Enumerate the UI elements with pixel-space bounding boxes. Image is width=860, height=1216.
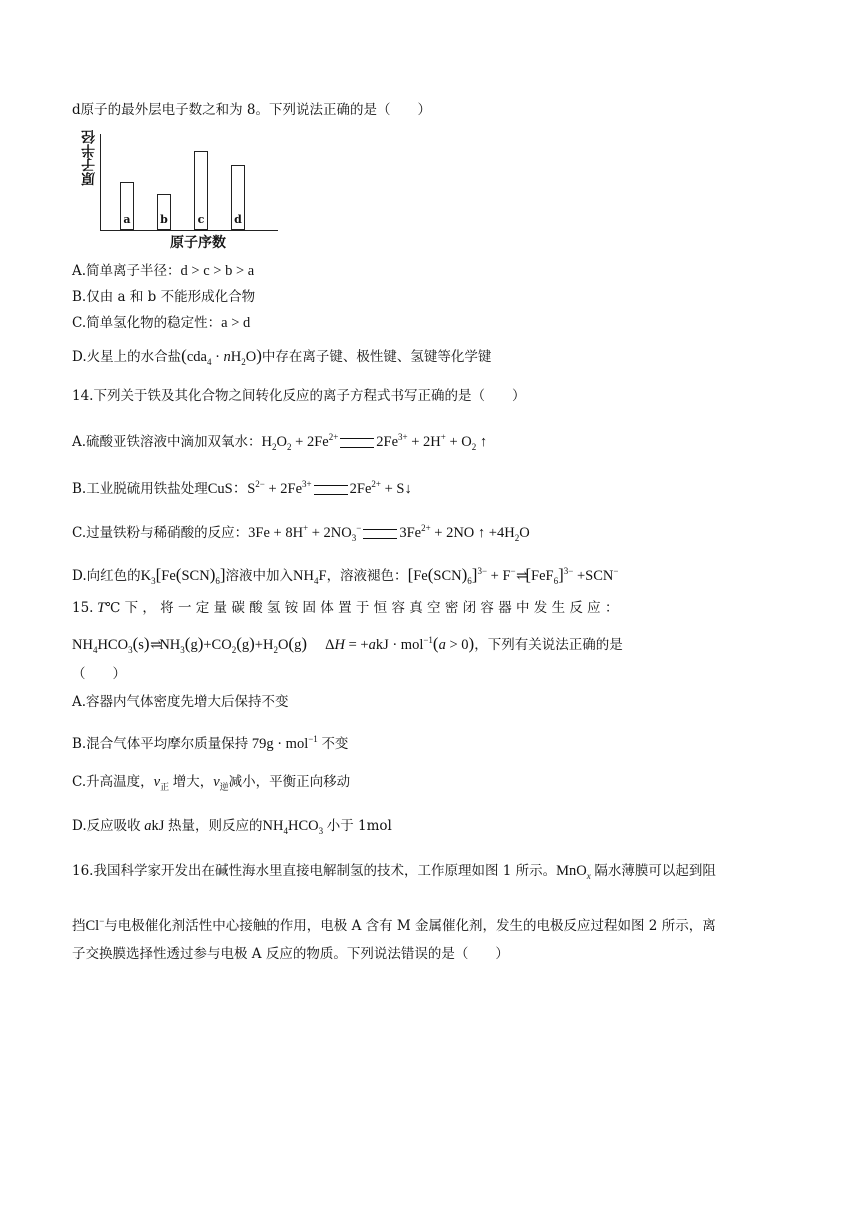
- q13-option-c[interactable]: [72, 313, 250, 333]
- chart-ylabel: 原子半径: [81, 130, 97, 186]
- q16-chloride: Cl−: [85, 916, 105, 934]
- q13-option-c-math: a > d: [221, 315, 251, 331]
- q15-option-b-post: 不变: [321, 735, 349, 752]
- q14-option-c-text: C.过量铁粉与稀硝酸的反应：: [72, 524, 249, 541]
- q15-number: 15.: [72, 600, 94, 616]
- q14-option-d-text1: D.向红色的: [72, 567, 141, 584]
- q13-option-d-formula: $(cda_4 \cdot nH_2O)$: [181, 346, 262, 367]
- q13-option-a-text: A.简单离子半径：: [72, 263, 181, 279]
- q16-mnox: MnO$_x$: [556, 863, 591, 881]
- q15-option-d-akj: akJ: [144, 818, 169, 834]
- q15-equation-line: [72, 630, 623, 660]
- bar-label-b: b: [160, 213, 168, 226]
- q15-v-reverse: $v_逆$: [213, 774, 229, 792]
- q16-line1-pre: 16.我国科学家开发出在碱性海水里直接电解制氢的技术，工作原理如图 1 所示。: [72, 863, 557, 879]
- atomic-radius-chart: [78, 122, 288, 252]
- bar-label-c: c: [197, 213, 205, 226]
- q14-option-d-equation: $[Fe(SCN)_6]^{3-} + F^-$ ⇌ $[FeF_6]^{3-} +SCN^-$: [407, 564, 619, 586]
- q15-answer-paren: （ ）: [72, 666, 126, 682]
- q15-line2-tail: ，下列有关说法正确的是: [474, 636, 623, 653]
- q16-line3: 子交换膜选择性透过参与电极 A 反应的物质。下列说法错误的是（ ）: [72, 946, 509, 962]
- q14-option-d-text3: ，溶液褪色：: [326, 567, 408, 584]
- q15-option-b-pre: B.混合气体平均摩尔质量保持: [72, 735, 249, 752]
- q15-option-c[interactable]: [72, 772, 350, 797]
- q16-line2-post: 与电极催化剂活性中心接触的作用，电极 A 含有 M 金属催化剂，发生的电极反应过程如图 2 所示，离: [104, 917, 716, 934]
- q14-option-a-text: A.硫酸亚铁溶液中滴加双氧水：: [72, 433, 262, 450]
- q15-option-b-value: 79g · mol$^{-1}$: [248, 734, 318, 752]
- q15-option-d-pre: D.反应吸收: [72, 818, 141, 834]
- q15-option-d-post: 小于 1mol: [326, 818, 392, 834]
- q15-v-forward: $v_正$: [153, 774, 170, 792]
- q13-option-c-text: C.简单氢化物的稳定性：: [72, 315, 222, 331]
- q14-option-d-text2: 溶液中加入: [225, 567, 294, 584]
- q14-option-d-reagent: $K_3[Fe(SCN)_6]$: [140, 564, 226, 586]
- q13-option-d[interactable]: [72, 346, 491, 372]
- chart-plot-area: [100, 134, 278, 230]
- q16-line2: [72, 911, 716, 936]
- q15-option-c-mid1: 增大，: [172, 774, 214, 790]
- q16-line1: [72, 861, 716, 886]
- q14-option-c[interactable]: [72, 518, 530, 548]
- q14-option-d-nh4f: $NH_4F$: [293, 567, 327, 586]
- q14-option-b-equation: CuS：$S^{2-} + 2Fe^{3+}$ $2Fe^{2+}$ + S↓: [207, 479, 412, 497]
- q13-option-a[interactable]: [72, 261, 254, 281]
- bar-label-d: d: [234, 213, 242, 226]
- q14-option-c-equation: $3Fe + 8H^+ + 2NO_3^-$ $3Fe^{2+} + 2NO$ ↑ $+4H_2O$: [248, 523, 530, 543]
- q13-option-a-math: d > c > b > a: [180, 263, 255, 279]
- q14-option-b-text: B.工业脱硫用铁盐处理: [72, 480, 208, 497]
- chart-xlabel: 原子序数: [170, 235, 226, 251]
- q15-option-a[interactable]: A.容器内气体密度先增大后保持不变: [72, 694, 289, 710]
- q16-line2-pre: 挡: [72, 917, 86, 934]
- q15-option-d-formula: $NH_4HCO_3$: [262, 818, 324, 836]
- q14-option-b[interactable]: [72, 474, 412, 499]
- q14-option-d[interactable]: [72, 561, 618, 591]
- q15-option-d-mid: 热量，则反应的: [168, 818, 263, 834]
- q14-option-a-equation: $H_2O_2 + 2Fe^{2+}$ $2Fe^{3+} + 2H^+ + O_2$ ↑: [261, 432, 488, 452]
- chart-x-axis: [100, 230, 278, 231]
- q13-intro: d原子的最外层电子数之和为 8。下列说法正确的是（ ）: [72, 102, 432, 118]
- q15-equation: $NH_4HCO_3(s)$ ⇌ $NH_3(g)+CO_2(g)+H_2O(g)$ ΔH = +akJ · mol$^{-1}$(a > 0): [72, 633, 475, 655]
- q15-option-b[interactable]: [72, 729, 348, 754]
- q15-line1-text: ℃ 下 ， 将 一 定 量 碳 酸 氢 铵 固 体 置 于 恒 容 真 空 密 闭 容 器 中 发 生 反 应 ：: [105, 600, 619, 616]
- q15-option-c-pre: C.升高温度，: [72, 774, 154, 790]
- q15-temperature-symbol: T: [93, 600, 106, 616]
- q15-line1: [72, 598, 618, 618]
- q15-option-d[interactable]: [72, 816, 392, 841]
- q16-line1-post: 隔水薄膜可以起到阻: [594, 863, 716, 879]
- q13-option-b[interactable]: B.仅由 a 和 b 不能形成化合物: [72, 289, 256, 305]
- q13-option-d-post: 中存在离子键、极性键、氢键等化学键: [261, 349, 492, 365]
- q14-option-a[interactable]: [72, 427, 487, 457]
- q14-stem: 14.下列关于铁及其化合物之间转化反应的离子方程式书写正确的是（ ）: [72, 388, 526, 404]
- q15-option-c-mid2: 减小，平衡正向移动: [228, 774, 351, 790]
- bar-label-a: a: [123, 213, 131, 226]
- q13-option-d-pre: D.火星上的水合盐: [72, 349, 182, 365]
